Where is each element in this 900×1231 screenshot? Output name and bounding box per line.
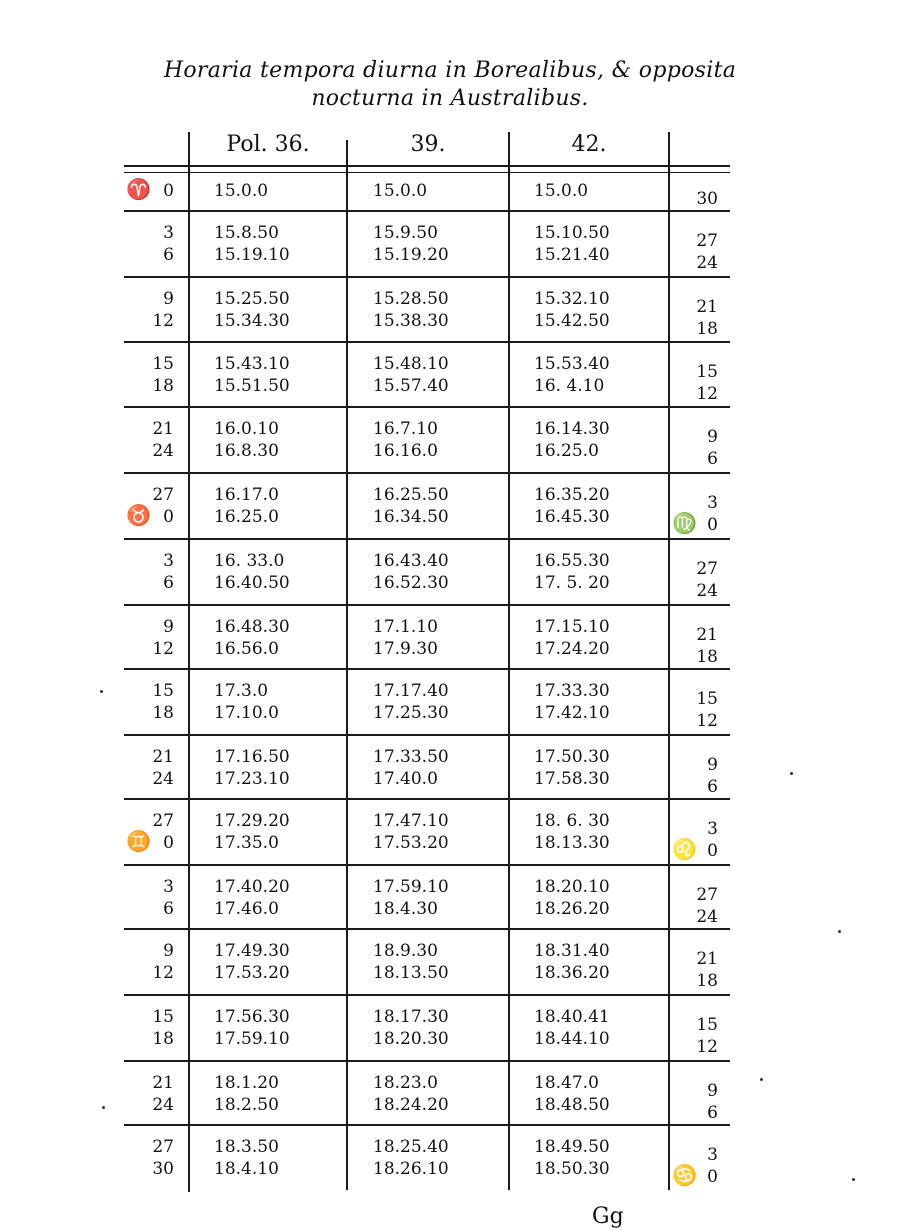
row-separator: [124, 604, 730, 606]
row-separator: [124, 172, 730, 173]
zodiac-sign-icon: ♈: [126, 177, 151, 201]
time-value: 18.31.40: [534, 941, 610, 961]
row-degree-label: 21: [152, 419, 174, 439]
time-value: 15.38.30: [373, 311, 449, 331]
time-value: 16.48.30: [214, 617, 290, 637]
row-degree-label-right: 18: [696, 319, 718, 339]
row-degree-label: 9: [163, 617, 174, 637]
column-divider: [508, 132, 510, 1190]
time-value: 17.1.10: [373, 617, 438, 637]
row-degree-label-right: 9: [707, 755, 718, 775]
row-degree-label: 0: [163, 181, 174, 201]
row-degree-label: 12: [152, 311, 174, 331]
time-value: 18.13.30: [534, 833, 610, 853]
time-value: 17.16.50: [214, 747, 290, 767]
time-value: 17.40.20: [214, 877, 290, 897]
zodiac-sign-icon: ♊: [126, 829, 151, 853]
time-value: 17.40.0: [373, 769, 438, 789]
time-value: 18.9.30: [373, 941, 438, 961]
time-value: 18.25.40: [373, 1137, 449, 1157]
column-divider: [188, 132, 190, 1192]
time-value: 18.40.41: [534, 1007, 610, 1027]
time-value: 18.1.20: [214, 1073, 279, 1093]
time-value: 16.55.30: [534, 551, 610, 571]
row-degree-label-right: 21: [696, 949, 718, 969]
row-separator: [124, 276, 730, 278]
row-degree-label-right: 27: [696, 885, 718, 905]
row-degree-label-right: 15: [696, 689, 718, 709]
row-degree-label-right: 12: [696, 1037, 718, 1057]
row-degree-label: 6: [163, 899, 174, 919]
time-value: 16.34.50: [373, 507, 449, 527]
row-degree-label-right: 18: [696, 971, 718, 991]
time-value: 17.15.10: [534, 617, 610, 637]
row-separator: [124, 994, 730, 996]
row-degree-label-right: 0: [707, 841, 718, 861]
time-value: 16.8.30: [214, 441, 279, 461]
row-degree-label: 21: [152, 747, 174, 767]
column-divider: [668, 132, 670, 1190]
time-value: 17.56.30: [214, 1007, 290, 1027]
row-separator: [124, 472, 730, 474]
time-value: 15.34.30: [214, 311, 290, 331]
scan-speck: [100, 690, 103, 693]
time-value: 15.48.10: [373, 354, 449, 374]
time-value: 16.45.30: [534, 507, 610, 527]
zodiac-sign-icon: ♌: [672, 837, 697, 861]
time-value: 16.7.10: [373, 419, 438, 439]
time-value: 18.48.50: [534, 1095, 610, 1115]
row-separator: [124, 928, 730, 930]
column-header: 39.: [410, 132, 446, 157]
time-value: 15.25.50: [214, 289, 290, 309]
time-value: 17. 5. 20: [534, 573, 610, 593]
time-value: 15.8.50: [214, 223, 279, 243]
row-degree-label: 12: [152, 639, 174, 659]
time-value: 17.33.50: [373, 747, 449, 767]
time-value: 17.29.20: [214, 811, 290, 831]
row-degree-label: 27: [152, 1137, 174, 1157]
time-value: 16.14.30: [534, 419, 610, 439]
time-value: 18.47.0: [534, 1073, 599, 1093]
time-value: 15.32.10: [534, 289, 610, 309]
row-degree-label-right: 12: [696, 384, 718, 404]
zodiac-sign-icon: ♋: [672, 1163, 697, 1187]
row-degree-label: 18: [152, 1029, 174, 1049]
time-value: 15.43.10: [214, 354, 290, 374]
time-value: 15.21.40: [534, 245, 610, 265]
time-value: 18.20.30: [373, 1029, 449, 1049]
row-separator: [124, 668, 730, 670]
row-degree-label: 15: [152, 354, 174, 374]
time-value: 17.24.20: [534, 639, 610, 659]
row-degree-label-right: 6: [707, 449, 718, 469]
page-title: Horaria tempora diurna in Borealibus, & opposita: [163, 58, 737, 83]
time-value: 16.40.50: [214, 573, 290, 593]
row-degree-label-right: 15: [696, 1015, 718, 1035]
row-degree-label: 27: [152, 485, 174, 505]
column-header: Pol. 36.: [226, 132, 310, 157]
row-degree-label-right: 24: [696, 907, 718, 927]
page-subtitle: nocturna in Australibus.: [311, 86, 589, 111]
time-value: 16.25.50: [373, 485, 449, 505]
time-value: 18. 6. 30: [534, 811, 610, 831]
time-value: 17.23.10: [214, 769, 290, 789]
time-value: 17.42.10: [534, 703, 610, 723]
row-degree-label: 24: [152, 441, 174, 461]
time-value: 17.10.0: [214, 703, 279, 723]
time-value: 15.0.0: [214, 181, 269, 201]
time-value: 18.26.20: [534, 899, 610, 919]
time-value: 16.17.0: [214, 485, 279, 505]
time-value: 15.51.50: [214, 376, 290, 396]
row-degree-label-right: 6: [707, 777, 718, 797]
time-value: 15.28.50: [373, 289, 449, 309]
row-degree-label: 30: [152, 1159, 174, 1179]
time-value: 17.17.40: [373, 681, 449, 701]
row-degree-label-right: 27: [696, 231, 718, 251]
time-value: 18.4.30: [373, 899, 438, 919]
scan-speck: [852, 1178, 855, 1181]
time-value: 15.10.50: [534, 223, 610, 243]
row-separator: [124, 538, 730, 540]
time-value: 16.35.20: [534, 485, 610, 505]
time-value: 16.25.0: [214, 507, 279, 527]
row-degree-label-right: 3: [707, 1145, 718, 1165]
time-value: 15.19.10: [214, 245, 290, 265]
time-value: 18.3.50: [214, 1137, 279, 1157]
row-degree-label-right: 3: [707, 819, 718, 839]
row-degree-label-right: 18: [696, 647, 718, 667]
row-degree-label-right: 15: [696, 362, 718, 382]
time-value: 15.19.20: [373, 245, 449, 265]
row-degree-label: 15: [152, 681, 174, 701]
time-value: 18.20.10: [534, 877, 610, 897]
time-value: 18.2.50: [214, 1095, 279, 1115]
row-degree-label: 18: [152, 376, 174, 396]
time-value: 17.59.10: [214, 1029, 290, 1049]
time-value: 17.3.0: [214, 681, 269, 701]
time-value: 17.47.10: [373, 811, 449, 831]
time-value: 17.58.30: [534, 769, 610, 789]
time-value: 18.23.0: [373, 1073, 438, 1093]
row-separator: [124, 1060, 730, 1062]
time-value: 17.25.30: [373, 703, 449, 723]
row-degree-label-right: 21: [696, 625, 718, 645]
time-value: 16. 33.0: [214, 551, 285, 571]
time-value: 18.36.20: [534, 963, 610, 983]
row-degree-label: 9: [163, 289, 174, 309]
row-degree-label: 0: [163, 507, 174, 527]
zodiac-sign-icon: ♍: [672, 511, 697, 535]
time-value: 18.13.50: [373, 963, 449, 983]
time-value: 16.56.0: [214, 639, 279, 659]
scan-speck: [838, 930, 841, 933]
time-value: 15.53.40: [534, 354, 610, 374]
row-degree-label: 12: [152, 963, 174, 983]
time-value: 16.43.40: [373, 551, 449, 571]
time-value: 17.53.20: [214, 963, 290, 983]
row-degree-label-right: 6: [707, 1103, 718, 1123]
row-separator: [124, 406, 730, 408]
time-value: 15.0.0: [373, 181, 428, 201]
time-value: 17.46.0: [214, 899, 279, 919]
time-value: 18.4.10: [214, 1159, 279, 1179]
row-degree-label: 0: [163, 833, 174, 853]
time-value: 17.53.20: [373, 833, 449, 853]
row-degree-label: 18: [152, 703, 174, 723]
time-value: 15.9.50: [373, 223, 438, 243]
signature-mark: Gg: [592, 1204, 624, 1229]
scan-speck: [790, 772, 793, 775]
time-value: 15.0.0: [534, 181, 589, 201]
time-value: 15.57.40: [373, 376, 449, 396]
time-value: 17.49.30: [214, 941, 290, 961]
row-degree-label-right: 3: [707, 493, 718, 513]
row-degree-label-right: 24: [696, 581, 718, 601]
time-value: 18.24.20: [373, 1095, 449, 1115]
time-value: 15.42.50: [534, 311, 610, 331]
row-degree-label-right: 0: [707, 515, 718, 535]
row-separator: [124, 165, 730, 167]
row-degree-label: 3: [163, 223, 174, 243]
scan-speck: [760, 1078, 763, 1081]
column-header: 42.: [571, 132, 607, 157]
zodiac-sign-icon: ♉: [126, 503, 151, 527]
row-degree-label: 6: [163, 245, 174, 265]
scan-speck: [102, 1106, 105, 1109]
row-degree-label-right: 30: [696, 189, 718, 209]
row-degree-label: 24: [152, 769, 174, 789]
time-value: 18.26.10: [373, 1159, 449, 1179]
time-value: 16.16.0: [373, 441, 438, 461]
time-value: 18.49.50: [534, 1137, 610, 1157]
row-degree-label-right: 12: [696, 711, 718, 731]
row-degree-label: 27: [152, 811, 174, 831]
row-separator: [124, 1124, 730, 1126]
time-value: 17.33.30: [534, 681, 610, 701]
row-separator: [124, 341, 730, 343]
row-degree-label: 3: [163, 877, 174, 897]
time-value: 18.17.30: [373, 1007, 449, 1027]
row-degree-label-right: 9: [707, 427, 718, 447]
time-value: 16.0.10: [214, 419, 279, 439]
row-degree-label: 6: [163, 573, 174, 593]
row-separator: [124, 864, 730, 866]
time-value: 18.44.10: [534, 1029, 610, 1049]
row-separator: [124, 734, 730, 736]
row-separator: [124, 210, 730, 212]
time-value: 17.50.30: [534, 747, 610, 767]
row-separator: [124, 798, 730, 800]
row-degree-label-right: 24: [696, 253, 718, 273]
time-value: 16. 4.10: [534, 376, 605, 396]
time-value: 18.50.30: [534, 1159, 610, 1179]
time-value: 16.25.0: [534, 441, 599, 461]
row-degree-label: 15: [152, 1007, 174, 1027]
row-degree-label-right: 27: [696, 559, 718, 579]
row-degree-label-right: 9: [707, 1081, 718, 1101]
row-degree-label: 9: [163, 941, 174, 961]
row-degree-label: 3: [163, 551, 174, 571]
time-value: 17.9.30: [373, 639, 438, 659]
time-value: 16.52.30: [373, 573, 449, 593]
row-degree-label-right: 21: [696, 297, 718, 317]
row-degree-label: 24: [152, 1095, 174, 1115]
row-degree-label-right: 0: [707, 1167, 718, 1187]
row-degree-label: 21: [152, 1073, 174, 1093]
time-value: 17.59.10: [373, 877, 449, 897]
time-value: 17.35.0: [214, 833, 279, 853]
column-divider: [346, 140, 348, 1190]
